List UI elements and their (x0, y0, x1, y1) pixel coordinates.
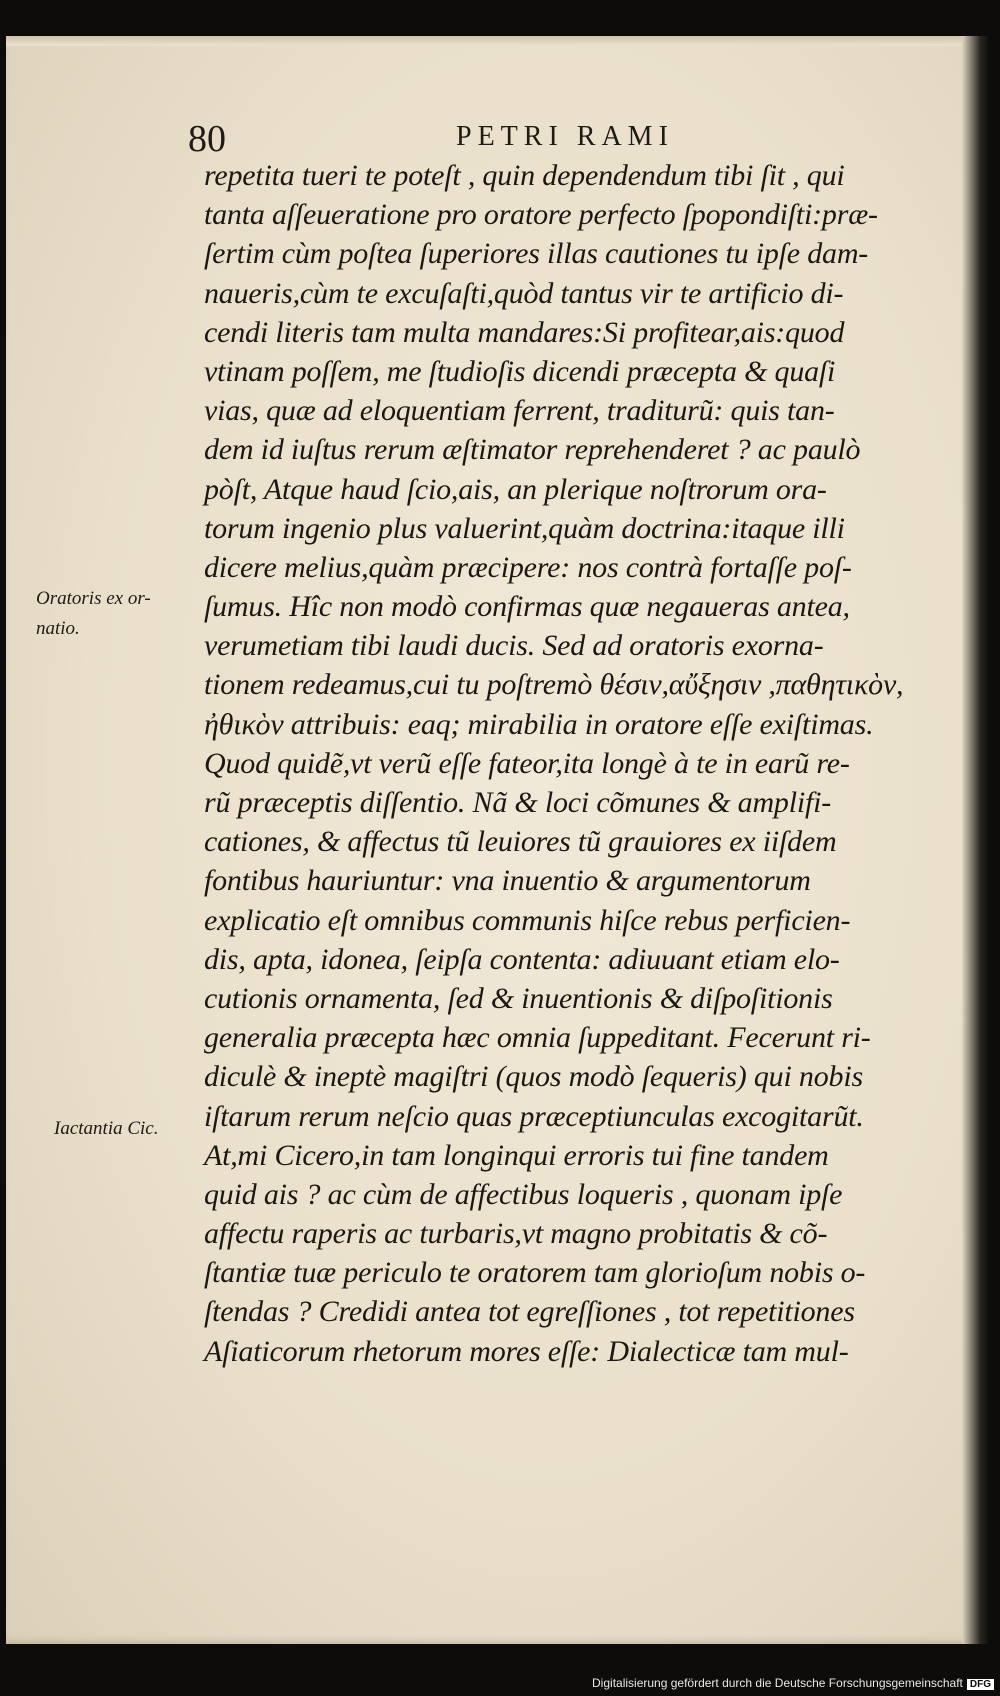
text-line: verumetiam tibi laudi ducis. Sed ad oratoris exorna- (204, 629, 824, 663)
page-gutter-shadow (962, 36, 988, 1644)
text-line: dis, apta, idonea, ſeipſa contenta: adiuuant etiam elo- (204, 942, 840, 976)
body-text (204, 156, 944, 1371)
text-line: ἠθικὸν attribuis: eaq; mirabilia in oratore eſſe exiſtimas. (204, 707, 874, 741)
text-line: cutionis ornamenta, ſed & inuentionis & diſpoſitionis (204, 981, 833, 1015)
text-line: fontibus hauriuntur: vna inuentio & argumentorum (204, 864, 811, 898)
text-line: naueris,cùm te excuſaſti,quòd tantus vir te artificio di- (204, 276, 844, 310)
text-line: tanta aſſeueratione pro oratore perfecto ſpopondiſti:præ- (204, 198, 878, 232)
digitization-credit (592, 1676, 994, 1690)
text-line: cationes, & affectus tũ leuiores tũ grauiores ex iiſdem (204, 825, 837, 859)
margin-note-iactantia: Iactantia Cic. (54, 1118, 159, 1139)
text-line: vias, quæ ad eloquentiam ferrent, traditurũ: quis tan- (204, 394, 835, 428)
text-line: ſtantiæ tuæ periculo te oratorem tam glorioſum nobis o- (204, 1256, 866, 1290)
text-line: tionem redeamus,cui tu poſtremò θέσιν,αὔξησιν ,παθητικὸν, (204, 668, 904, 702)
text-line: pòſt, Atque haud ſcio,ais, an plerique noſtrorum ora- (204, 472, 827, 506)
text-line: explicatio eſt omnibus communis hiſce rebus perficien- (204, 903, 851, 937)
margin-note-line: Oratoris ex or- (36, 588, 151, 609)
text-line: generalia præcepta hæc omnia ſuppeditant. Fecerunt ri- (204, 1021, 871, 1055)
text-line: dem id iuſtus rerum æſtimator reprehenderet ? ac paulò (204, 433, 861, 467)
text-line: iſtarum rerum neſcio quas præceptiunculas excogitarũt. (204, 1099, 864, 1133)
text-line: diculè & ineptè magiſtri (quos modò ſequeris) qui nobis (204, 1060, 863, 1094)
text-line: repetita tueri te poteſt , quin dependendum tibi ſit , qui (204, 159, 845, 192)
text-line: quid ais ? ac cùm de affectibus loqueris , quonam ipſe (204, 1177, 843, 1211)
text-line: vtinam poſſem, me ſtudioſis dicendi præcepta & quaſi (204, 354, 836, 388)
text-line: Aſiaticorum rhetorum mores eſſe: Dialecticæ tam mul- (204, 1334, 849, 1368)
credit-text: Digitalisierung gefördert durch die Deutsche Forschungsgemeinschaft (592, 1676, 963, 1690)
text-line: ſtendas ? Credidi antea tot egreſſiones , tot repetitiones (204, 1295, 855, 1329)
page-number: 80 (188, 118, 226, 160)
text-line: ſumus. Hîc non modò confirmas quæ negaueras antea, (204, 590, 850, 624)
text-line: At,mi Cicero,in tam longinqui erroris tui fine tandem (204, 1138, 829, 1172)
text-line: Quod quidẽ,vt verũ eſſe fateor,ita longè à te in earũ re- (204, 746, 850, 780)
margin-note-line: natio. (36, 618, 80, 639)
text-line: ſertim cùm poſtea ſuperiores illas cautiones tu ipſe dam- (204, 237, 869, 271)
text-line: affectu raperis ac turbaris,vt magno probitatis & cõ- (204, 1217, 828, 1251)
book-page (6, 36, 988, 1644)
text-line: torum ingenio plus valuerint,quàm doctrina:itaque illi (204, 511, 845, 545)
text-line: cendi literis tam multa mandares:Si profitear,ais:quod (204, 315, 845, 349)
margin-note-oratoris (36, 584, 151, 644)
text-line: rũ præceptis diſſentio. Nã & loci cõmunes & amplifi- (204, 786, 832, 819)
running-head: PETRI RAMI (456, 121, 674, 152)
text-line: dicere melius,quàm præcipere: nos contrà fortaſſe poſ- (204, 550, 852, 584)
page-top-edge (6, 36, 988, 46)
dfg-logo: DFG (967, 1679, 994, 1690)
